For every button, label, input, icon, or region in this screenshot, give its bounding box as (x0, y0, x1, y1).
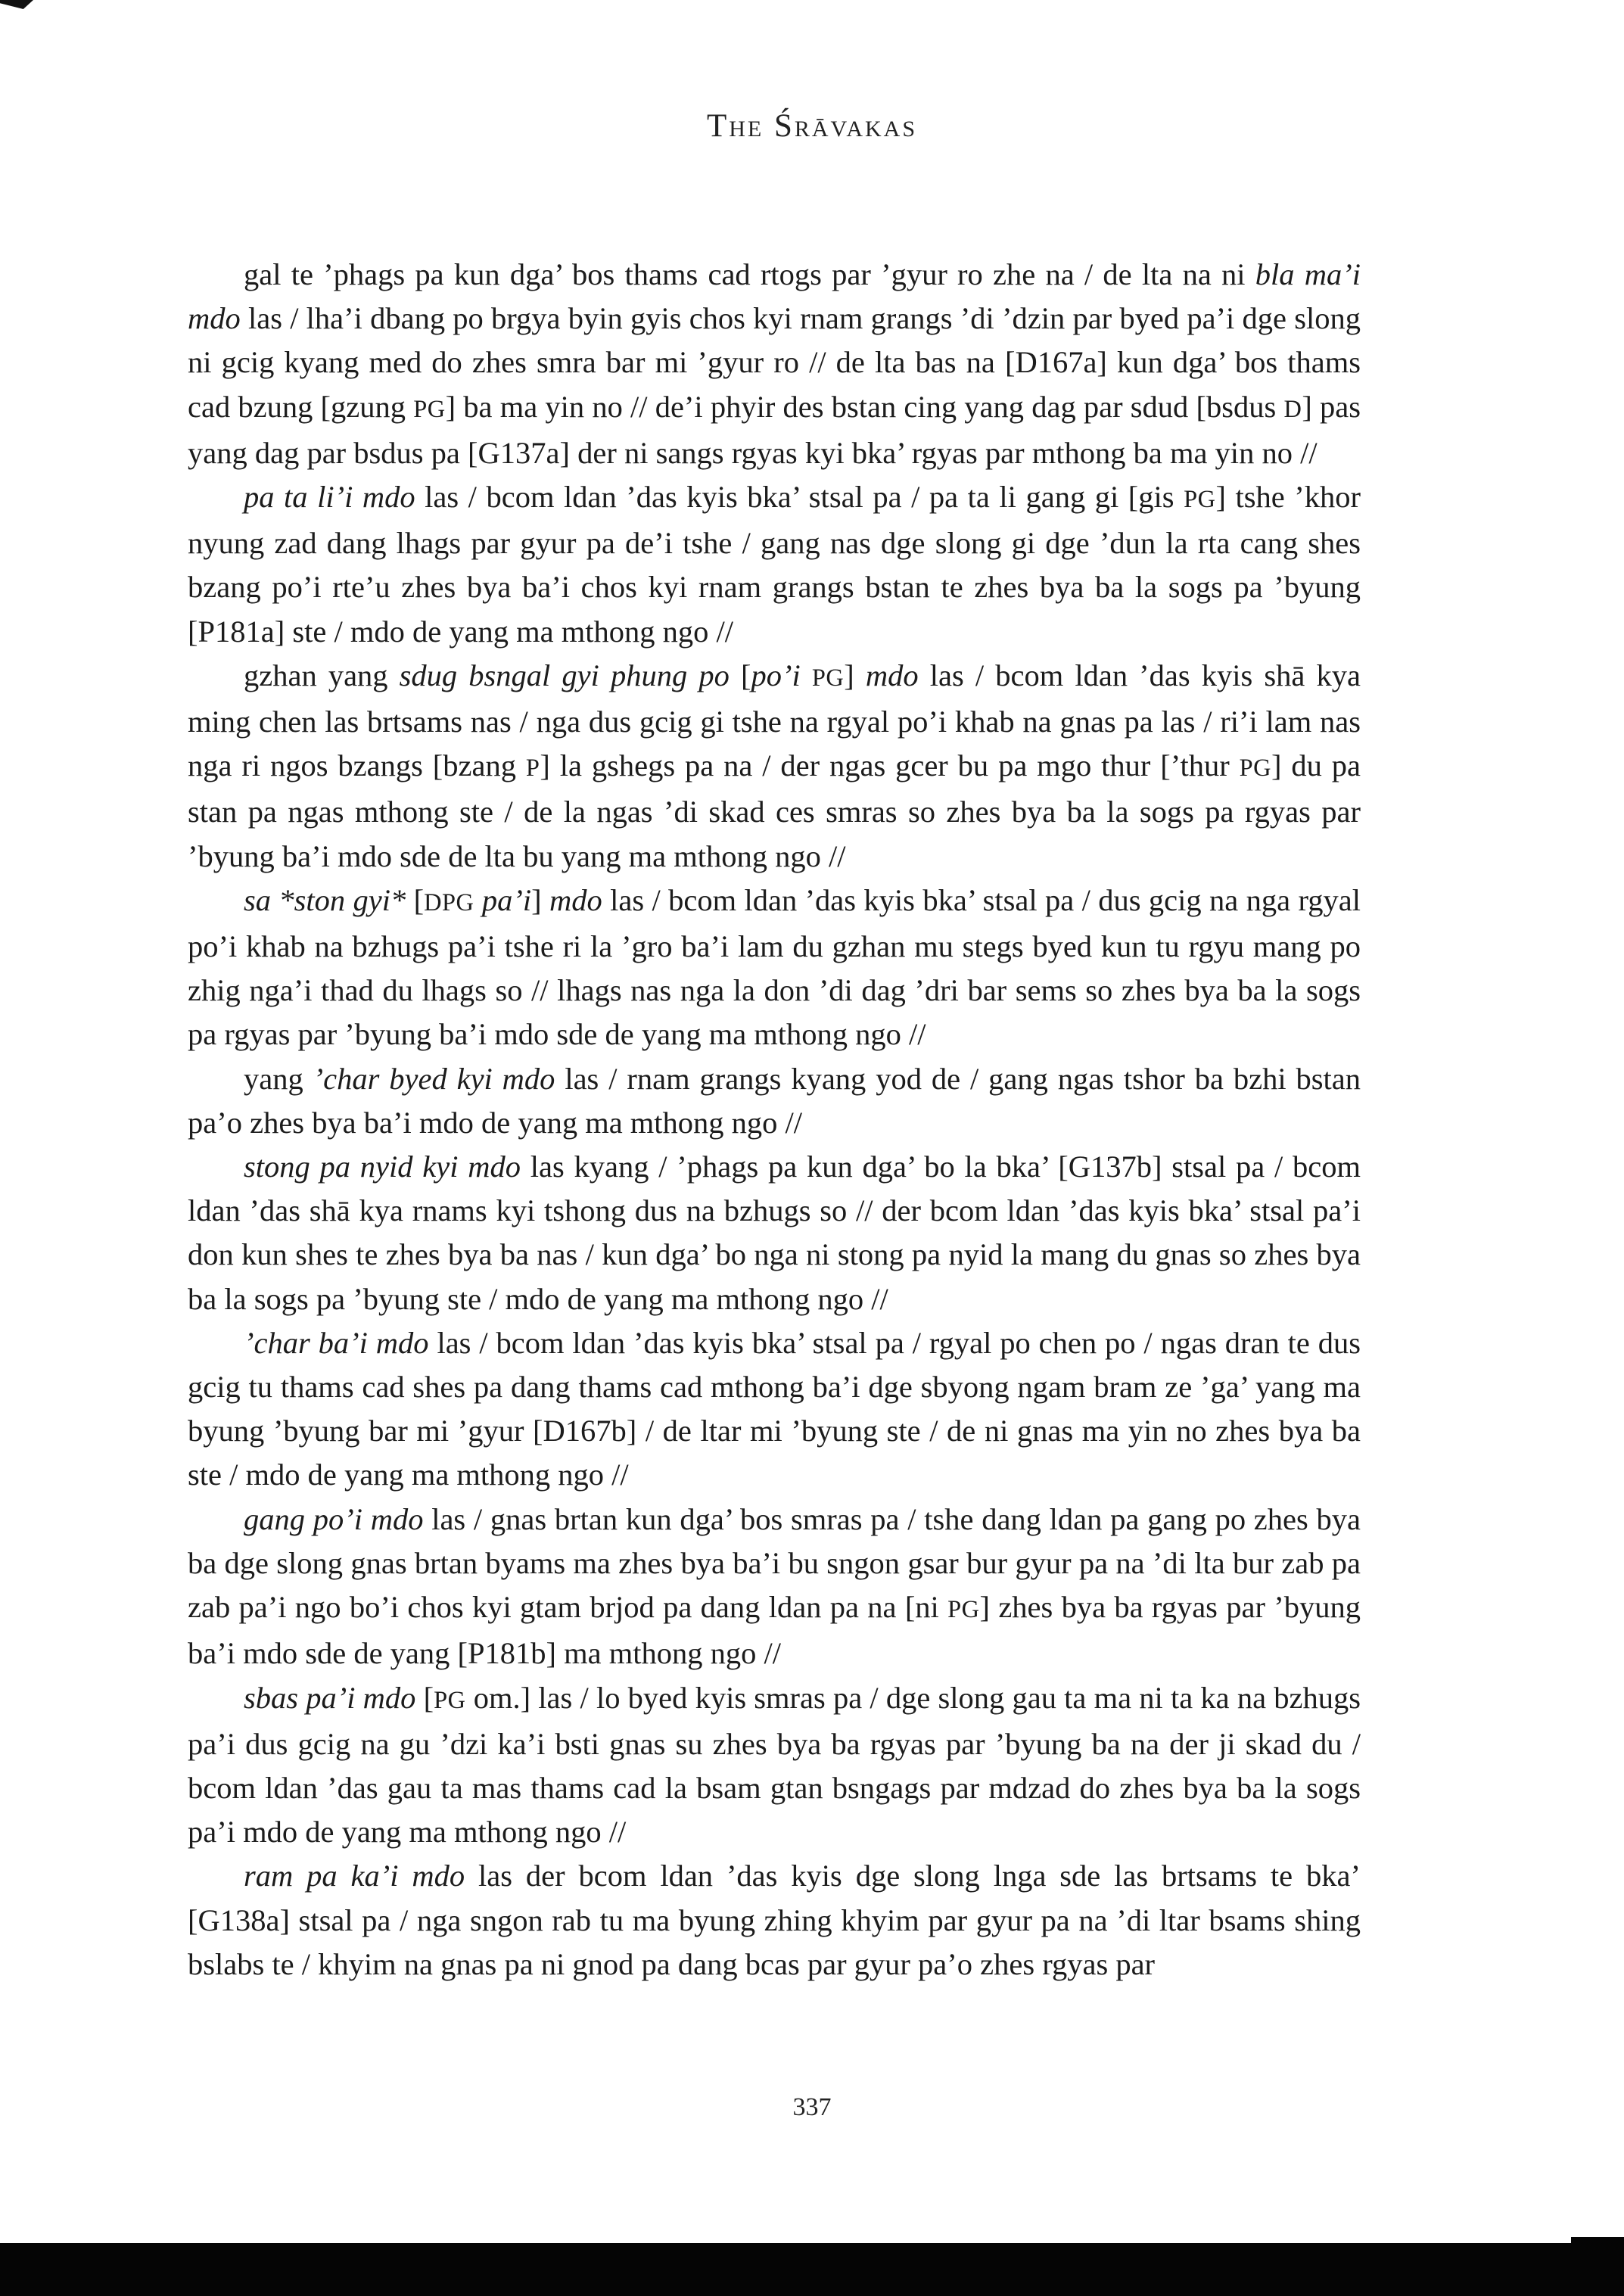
italic-title-run: ’char byed kyi mdo (313, 1061, 555, 1096)
siglum-run: PG (811, 664, 845, 692)
italic-title-run: sbas pa’i mdo (244, 1680, 416, 1715)
italic-title-run: ram pa ka’i mdo (244, 1859, 465, 1893)
paragraph (188, 1676, 1361, 1855)
text-run: ] pas yang dag par bsdus pa [G137a] der ni sangs rgyas kyi bka’ rgyas par mthong ba ma yin no // (188, 389, 1361, 470)
text-run: las der bcom ldan ’das kyis dge slong lnga sde las brtsams te bka’ [G138a] stsal pa / nga sngon rab tu ma byung zhing khyim par gyur pa na ’di ltar bsams shing bslabs te / khyim na gnas pa ni gnod pa dang bcas par gyur pa’o zhes rgyas par (188, 1859, 1361, 1981)
paragraph (188, 253, 1361, 475)
text-run: las / gnas brtan kun dga’ bos smras pa / tshe dang ldan pa gang po zhes bya ba dge slong gnas brtan byams ma zhes bya ba’i bu sngon gsar bur gyur pa na ’di lta bur zab pa zab pa’i ngo bo’i chos kyi gtam brjod pa dang ldan pa na [ni (188, 1501, 1361, 1625)
italic-title-run: ’char ba’i mdo (244, 1325, 429, 1360)
italic-title-run: gang po’i mdo (244, 1501, 424, 1536)
paragraph (188, 654, 1361, 879)
text-run: las / lha’i dbang po brgya byin gyis chos kyi rnam grangs ’di ’dzin par byed pa’i dge slong ni gcig kyang med do zhes smra bar mi ’gyur ro // de lta bas na [D167a] kun dga’ bos thams cad bzung [gzung (188, 301, 1361, 424)
paragraph (188, 879, 1361, 1057)
text-run: ] (531, 882, 549, 917)
text-run: [ (406, 882, 425, 917)
text-run (801, 658, 812, 692)
scan-corner-mark (0, 0, 33, 9)
text-run: [ (415, 1680, 434, 1715)
paragraph (188, 1498, 1361, 1676)
text-run: las / bcom ldan ’das kyis bka’ stsal pa / rgyal po chen po / ngas dran te dus gcig tu thams cad shes pa dang thams cad mthong ba’i dge sbyong ngam bram ze ’ga’ yang ma byung ’byung bar mi ’gyur [D167b] / de ltar mi ’byung ste / de ni gnas ma yin no zhes bya ba ste / mdo de yang ma mthong ngo // (188, 1325, 1361, 1492)
scan-bottom-band (0, 2243, 1624, 2296)
text-run: ] zhes bya ba rgyas par ’byung ba’i mdo sde de yang [P181b] ma mthong ngo // (188, 1590, 1361, 1671)
text-run (474, 883, 481, 917)
italic-title-run: mdo (865, 658, 919, 692)
italic-title-run: sdug bsngal gyi phung po (399, 658, 730, 692)
text-run: ] (844, 658, 866, 692)
italic-title-run: stong pa nyid kyi mdo (244, 1150, 521, 1184)
siglum-run: PG (947, 1596, 980, 1624)
siglum-run: PG (413, 395, 446, 423)
siglum-run: DPG (424, 888, 474, 916)
text-run: gal te ’phags pa kun dga’ bos thams cad rtogs par ’gyur ro zhe na / de lta na ni (244, 257, 1255, 291)
italic-title-run: pa’i (481, 882, 532, 917)
text-run: ] ba ma yin no // de’i phyir des bstan cing yang dag par sdud [bsdus (445, 389, 1284, 424)
siglum-run: PG (434, 1686, 466, 1714)
body-text (188, 253, 1361, 1986)
text-run: las / bcom ldan ’das kyis bka’ stsal pa / pa ta li gang gi [gis (415, 480, 1184, 515)
italic-title-run: pa ta li’i mdo (244, 480, 415, 515)
text-run: las / bcom ldan ’das kyis bka’ stsal pa / dus gcig na nga rgyal po’i khab na bzhugs pa’i tshe ri la ’gro ba’i lam du gzhan mu stegs byed kun tu rgyu mang po zhig nga’i thad du lhags so // lhags nas nga la don ’di dag ’dri bar sems so zhes bya ba la sogs pa rgyas par ’byung ba’i mdo sde de yang ma mthong ngo // (188, 882, 1361, 1052)
text-run: om.] las / lo byed kyis smras pa / dge slong gau ta ma ni ta ka na bzhugs pa’i dus gcig na gu ’dzi ka’i bsti gnas su zhes bya ba rgyas par ’byung ba na der ji skad du / bcom ldan ’das gau ta mas thams cad la bsam gtan bsngags par mdzad do zhes bya ba la sogs pa’i mdo de yang ma mthong ngo // (188, 1680, 1361, 1850)
paragraph (188, 1145, 1361, 1321)
text-run: ] du pa stan pa ngas mthong ste / de la ngas ’di skad ces smras so zhes bya ba la sogs pa rgyas par ’byung ba’i mdo sde de lta bu yang ma mthong ngo // (188, 748, 1361, 873)
siglum-run: PG (1184, 486, 1216, 514)
paragraph (188, 475, 1361, 654)
page-number: 337 (792, 2093, 832, 2121)
italic-title-run: mdo (549, 882, 602, 917)
paragraph (188, 1321, 1361, 1498)
text-run: las kyang / ’phags pa kun dga’ bo la bka’ [G137b] stsal pa / bcom ldan ’das shā kya rnams kyi tshong dus na bzhugs so // der bcom ldan ’das kyis bka’ stsal pa’i don kun shes te zhes bya ba nas / kun dga’ bo nga ni stong pa nyid la mang du gnas so zhes bya ba la sogs pa ’byung ste / mdo de yang ma mthong ngo // (188, 1150, 1361, 1316)
siglum-run: PG (1239, 754, 1271, 782)
text-run: las / rnam grangs kyang yod de / gang ngas tshor ba bzhi bstan pa’o zhes bya ba’i mdo de yang ma mthong ngo // (188, 1061, 1361, 1140)
text-run: ] la gshegs pa na / der ngas gcer bu pa mgo thur [’thur (540, 748, 1240, 783)
paragraph (188, 1057, 1361, 1145)
italic-title-run: sa *ston gyi* (244, 882, 406, 917)
running-head: The Śrāvakas (706, 108, 918, 144)
text-run: yang (244, 1061, 313, 1096)
paragraph (188, 1854, 1361, 1986)
italic-title-run: po’i (751, 658, 801, 692)
text-run: las / bcom ldan ’das kyis shā kya ming chen las brtsams nas / nga dus gcig gi tshe na rgyal po’i khab na gnas pa las / ri’i lam nas nga ri ngos bzangs [bzang (188, 658, 1361, 783)
text-run: [ (729, 658, 751, 692)
text-run: gzhan yang (244, 658, 400, 692)
italic-title-run: bla ma’i mdo (188, 257, 1361, 336)
siglum-run: P (525, 754, 540, 782)
text-run: ] tshe ’khor nyung zad dang lhags par gyur pa de’i tshe / gang nas dge slong gi dge ’dun la rta cang shes bzang po’i rte’u zhes bya ba’i chos kyi rnam grangs bstan te zhes bya ba la sogs pa ’byung [P181a] ste / mdo de yang ma mthong ngo // (188, 480, 1361, 649)
siglum-run: D (1283, 395, 1302, 423)
